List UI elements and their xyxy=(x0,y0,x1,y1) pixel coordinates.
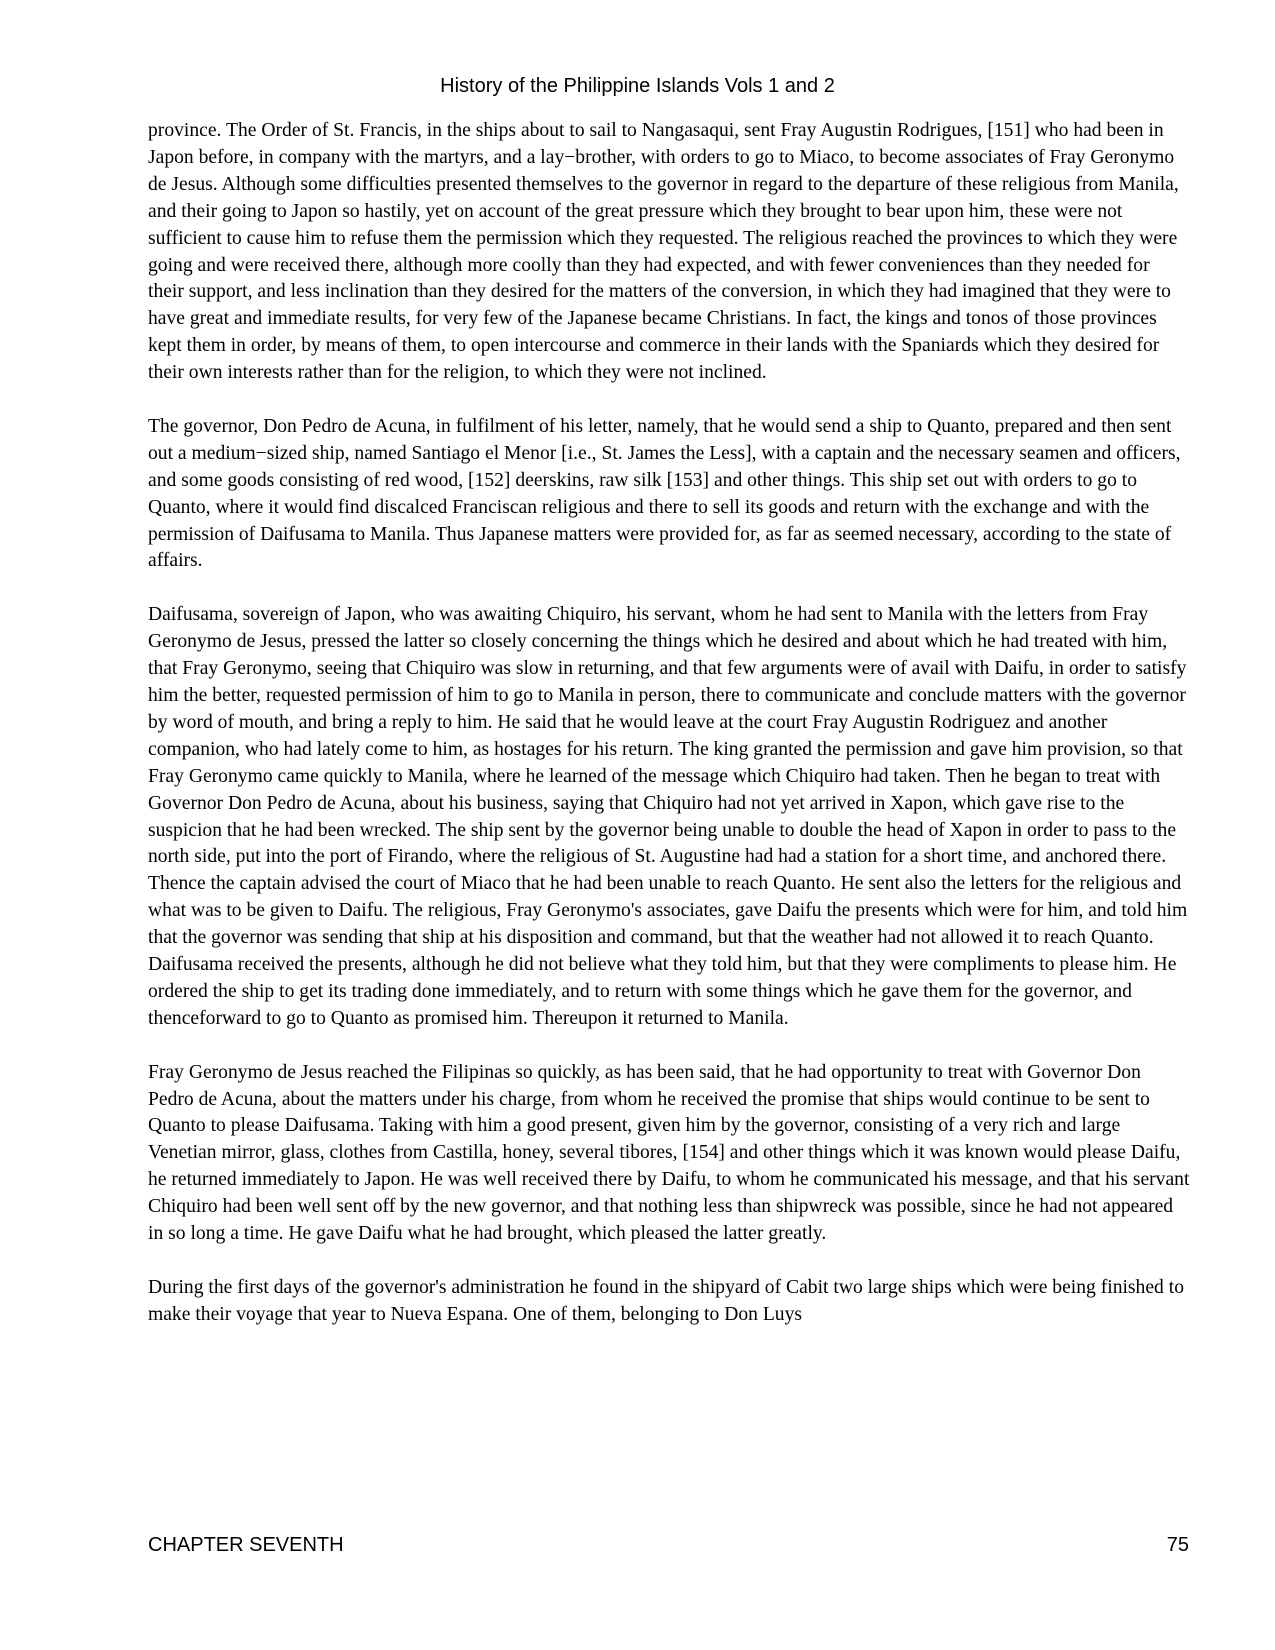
body-paragraph: province. The Order of St. Francis, in the ships about to sail to Nangasaqui, sent Fray Augustin Rodrigues, [151] who had been in Japon before, in company with the martyrs, and a lay−brother, with orders to go to Miaco, to become associates of Fray Geronymo de Jesus. Although some difficulties presented themselves to the governor in regard to the departure of these religious from Manila, and their going to Japon so hastily, yet on account of the great pressure which they brought to bear upon him, these were not sufficient to cause him to refuse them the permission which they requested. The religious reached the provinces to which they were going and were received there, although more coolly than they had expected, and with fewer conveniences than they needed for their support, and less inclination than they desired for the matters of the conversion, in which they had imagined that they were to have great and immediate results, for very few of the Japanese became Christians. In fact, the kings and tonos of those provinces kept them in order, by means of them, to open intercourse and commerce in their lands with the Spaniards which they desired for their own interests rather than for the religion, to which they were not inclined. xyxy=(148,120,1179,384)
body-paragraph: Daifusama, sovereign of Japon, who was awaiting Chiquiro, his servant, whom he had sent to Manila with the letters from Fray Geronymo de Jesus, pressed the latter so closely concerning the things which he desired and about which he had treated with him, that Fray Geronymo, seeing that Chiquiro was slow in returning, and that few arguments were of avail with Daifu, in order to satisfy him the better, requested permission of him to go to Manila in person, there to communicate and conclude matters with the governor by word of mouth, and bring a reply to him. He said that he would leave at the court Fray Augustin Rodriguez and another companion, who had lately come to him, as hostages for his return. The king granted the permission and gave him provision, so that Fray Geronymo came quickly to Manila, where he learned of the message which Chiquiro had taken. Then he began to treat with Governor Don Pedro de Acuna, about his business, saying that Chiquiro had not yet arrived in Xapon, which gave rise to the suspicion that he had been wrecked. The ship sent by the governor being unable to double the head of Xapon in order to pass to the north side, put into the port of Firando, where the religious of St. Augustine had had a station for a short time, and anchored there. Thence the captain advised the court of Miaco that he had been unable to reach Quanto. He sent also the letters for the religious and what was to be given to Daifu. The religious, Fray Geronymo's associates, gave Daifu the presents which were for him, and told him that the governor was sending that ship at his disposition and command, but that the weather had not allowed it to reach Quanto. Daifusama received the presents, although he did not believe what they told him, but that they were compliments to please him. He ordered the ship to get its trading done immediately, and to return with some things which he gave them for the governor, and thenceforward to go to Quanto as promised him. Thereupon it returned to Manila. xyxy=(148,604,1188,1029)
body-paragraph: Fray Geronymo de Jesus reached the Filipinas so quickly, as has been said, that he had opportunity to treat with Governor Don Pedro de Acuna, about the matters under his charge, from whom he received the promise that ships would continue to be sent to Quanto to please Daifusama. Taking with him a good present, given him by the governor, consisting of a very rich and large Venetian mirror, glass, clothes from Castilla, honey, several tibores, [154] and other things which it was known would please Daifu, he returned immediately to Japon. He was well received there by Daifu, to whom he communicated his message, and that his servant Chiquiro had been well sent off by the new governor, and that nothing less than shipwreck was possible, since he had not appeared in so long a time. He gave Daifu what he had brought, which pleased the latter greatly. xyxy=(148,1061,1190,1245)
running-header-title: History of the Philippine Islands Vols 1 and 2 xyxy=(440,75,835,97)
footer-page-number: 75 xyxy=(1166,1534,1189,1556)
footer-chapter-title: CHAPTER SEVENTH xyxy=(148,1534,344,1556)
page-body xyxy=(148,118,1190,1329)
body-paragraph: During the first days of the governor's administration he found in the shipyard of Cabit two large ships which were being finished to make their voyage that year to Nueva Espana. One of them, belonging to Don Luys xyxy=(148,1276,1184,1325)
body-paragraph: The governor, Don Pedro de Acuna, in fulfilment of his letter, namely, that he would send a ship to Quanto, prepared and then sent out a medium−sized ship, named Santiago el Menor [i.e., St. James the Less], with a captain and the necessary seamen and officers, and some goods consisting of red wood, [152] deerskins, raw silk [153] and other things. This ship set out with orders to go to Quanto, where it would find discalced Franciscan religious and there to sell its goods and return with the exchange and with the permission of Daifusama to Manila. Thus Japanese matters were provided for, as far as seemed necessary, according to the state of affairs. xyxy=(148,415,1181,572)
